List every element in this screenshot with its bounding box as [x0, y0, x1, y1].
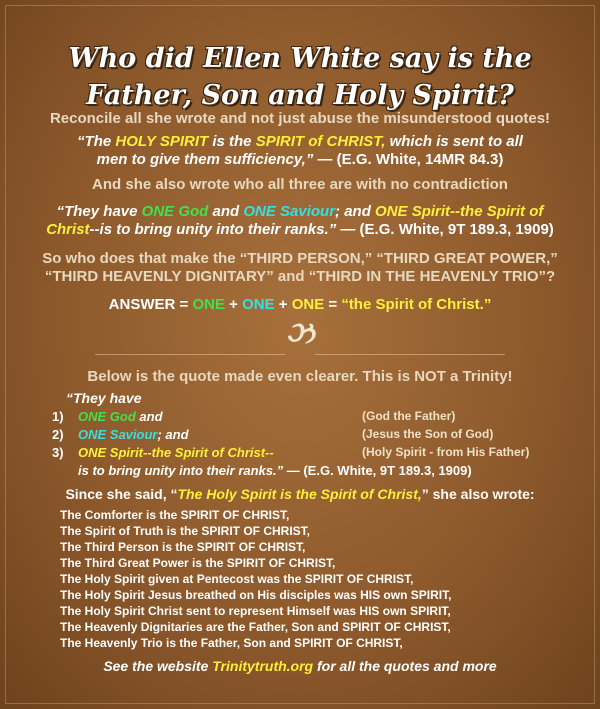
answer-line — [0, 296, 600, 313]
item-highlight: ONE God — [78, 409, 136, 424]
one-saviour-highlight: ONE Saviour — [243, 203, 336, 220]
since-line — [0, 486, 600, 502]
since-text: ” she also wrote: — [421, 486, 535, 502]
also-wrote-text: And she also wrote who all three are with no contradiction — [92, 176, 508, 193]
list-item: The Heavenly Trio is the Father, Son and SPIRIT OF CHRIST, — [60, 636, 403, 650]
answer-result: “the Spirit of Christ.” — [341, 296, 492, 313]
item-note: (Holy Spirit - from His Father) — [362, 445, 530, 459]
answer-label: ANSWER = — [108, 296, 193, 313]
item-text — [78, 445, 274, 460]
title-line-1: Who did Ellen White say is the — [68, 43, 532, 74]
quote-1-text: men to give them sufficiency,” — [96, 151, 314, 168]
item-highlight: ONE Spirit--the Spirit of Christ-- — [78, 445, 274, 460]
quote-2-citation: — (E.G. White, 9T 189.3, 1909) — [336, 221, 554, 238]
question-line-1: So who does that make the “THIRD PERSON,” “THIRD GREAT POWER,” — [42, 250, 558, 267]
footer-line — [0, 658, 600, 674]
list-item: The Third Person is the SPIRIT OF CHRIST, — [60, 540, 306, 554]
closing-text: is to bring unity into their ranks.” — [78, 463, 284, 478]
answer-plus: + — [224, 296, 243, 313]
list-item: The Heavenly Dignitaries are the Father, Son and SPIRIT OF CHRIST, — [60, 620, 451, 634]
quote-2-text: “They have — [56, 203, 142, 220]
list-item: The Third Great Power is the SPIRIT OF CHRIST, — [60, 556, 336, 570]
quote-1-line-2 — [0, 151, 600, 168]
answer-one-green: ONE — [192, 296, 225, 313]
breakdown-intro: “They have — [66, 390, 142, 406]
answer-one-cyan: ONE — [242, 296, 275, 313]
christ-highlight: Christ — [46, 221, 90, 238]
list-item: The Holy Spirit given at Pentecost was the SPIRIT OF CHRIST, — [60, 572, 414, 586]
title-line-2: Father, Son and Holy Spirit? — [86, 80, 514, 111]
footer-text: See the website — [103, 658, 213, 674]
item-after: ; and — [157, 427, 189, 442]
quote-1-line-1 — [0, 133, 600, 150]
quote-2-text: and — [208, 203, 244, 220]
quote-2-line-2 — [0, 221, 600, 238]
answer-equals: = — [324, 296, 342, 313]
subtitle: Reconcile all she wrote and not just abuse the misunderstood quotes! — [49, 110, 551, 127]
item-note: (Jesus the Son of God) — [362, 427, 494, 441]
one-spirit-highlight: ONE Spirit--the Spirit of — [375, 203, 544, 220]
item-number: 3) — [52, 445, 64, 460]
list-item: The Spirit of Truth is the SPIRIT OF CHRIST, — [60, 524, 311, 538]
answer-one-yellow: ONE — [291, 296, 325, 313]
item-after: and — [135, 409, 163, 424]
item-note: (God the Father) — [362, 409, 456, 423]
item-text — [78, 409, 163, 424]
one-god-highlight: ONE God — [141, 203, 209, 220]
since-highlight: The Holy Spirit is the Spirit of Christ, — [177, 486, 422, 502]
list-item: The Holy Spirit Christ sent to represent Himself was HIS own SPIRIT, — [60, 604, 451, 618]
question-line-2: “THIRD HEAVENLY DIGNITARY” and “THIRD IN THE HEAVENLY TRIO”? — [44, 268, 556, 285]
quote-1-citation: — (E.G. White, 14MR 84.3) — [313, 151, 504, 168]
divider-right — [315, 354, 505, 355]
since-text: Since she said, “ — [65, 486, 178, 502]
closing-citation: — (E.G. White, 9T 189.3, 1909) — [283, 463, 472, 478]
breakdown-closing — [78, 463, 472, 478]
quote-2-text: ; and — [335, 203, 376, 220]
below-text: Below is the quote made even clearer. This is NOT a Trinity! — [87, 368, 513, 385]
quote-1-text: “The — [77, 133, 116, 150]
quote-1-text: which is sent to all — [385, 133, 523, 150]
quote-2-text: --is to bring unity into their ranks.” — [89, 221, 337, 238]
quote-1-text: is the — [208, 133, 256, 150]
list-item: The Holy Spirit Jesus breathed on His disciples was HIS own SPIRIT, — [60, 588, 452, 602]
page-title — [0, 0, 600, 111]
list-item: The Comforter is the SPIRIT OF CHRIST, — [60, 508, 290, 522]
quote-2-line-1 — [0, 203, 600, 220]
item-highlight: ONE Saviour — [78, 427, 158, 442]
divider-left — [95, 354, 285, 355]
ornament-flourish-icon: ઝ — [285, 316, 315, 351]
website-link[interactable]: Trinitytruth.org — [212, 658, 314, 674]
item-number: 2) — [52, 427, 64, 442]
holy-spirit-highlight: HOLY SPIRIT — [115, 133, 209, 150]
item-text — [78, 427, 189, 442]
spirit-of-christ-highlight: SPIRIT of CHRIST, — [255, 133, 386, 150]
answer-plus: + — [274, 296, 292, 313]
footer-text: for all the quotes and more — [313, 658, 497, 674]
item-number: 1) — [52, 409, 64, 424]
